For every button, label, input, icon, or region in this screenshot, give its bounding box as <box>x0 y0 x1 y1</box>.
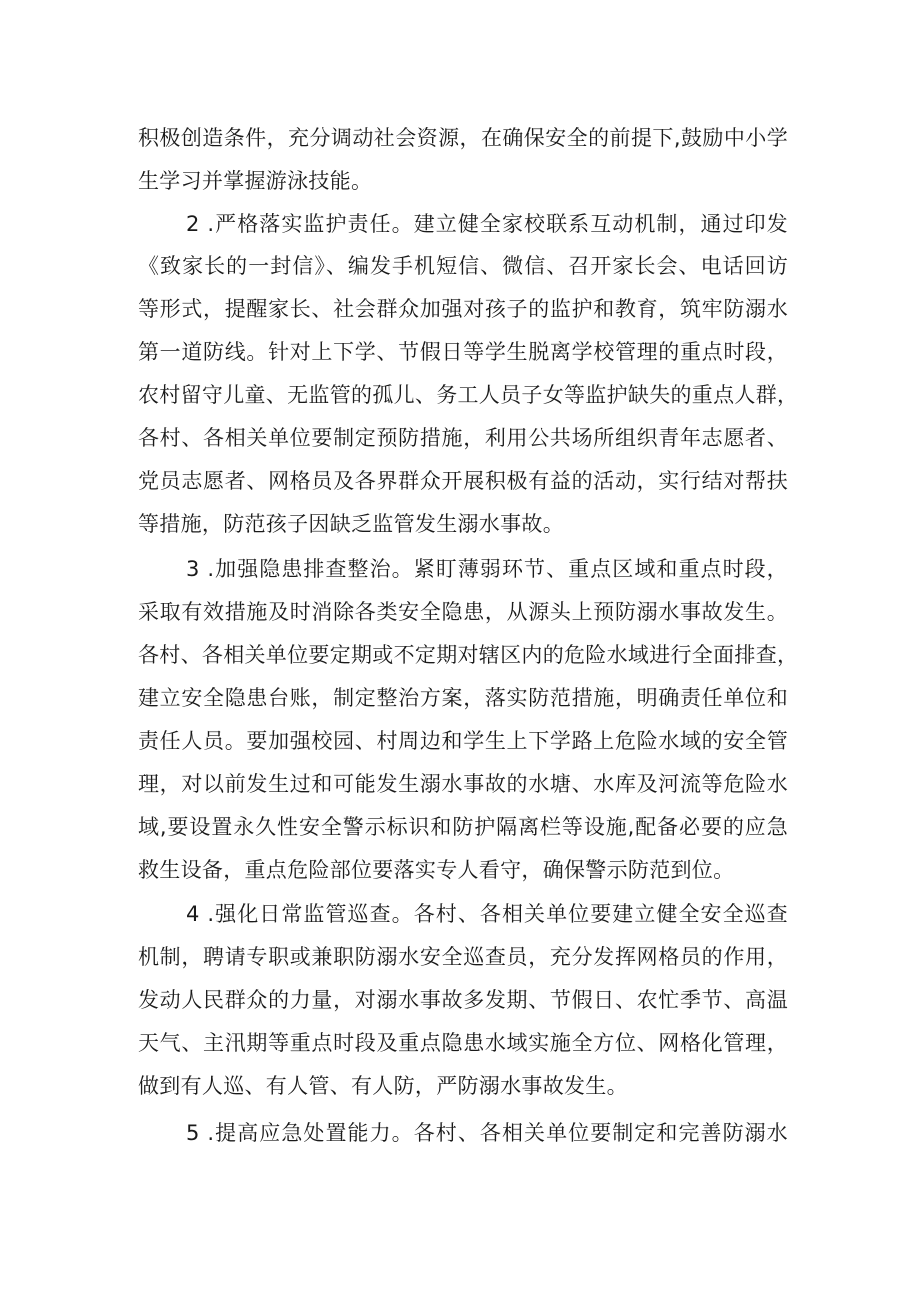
text-line: 《致家长的一封信》、编发手机短信、微信、召开家长会、电话回访 <box>138 254 788 278</box>
text-line: 域,要设置永久性安全警示标识和防护隔离栏等设施,配备必要的应急 <box>138 815 788 839</box>
text-line: 发动人民群众的力量，对溺水事故多发期、节假日、农忙季节、高温 <box>138 988 788 1012</box>
paragraph-heading-3: 3 .加强隐患排查整治。紧盯薄弱环节、重点区域和重点时段， <box>186 557 788 581</box>
text-line: 党员志愿者、网格员及各界群众开展积极有益的活动，实行结对帮扶 <box>138 469 788 493</box>
text-line: 第一道防线。针对上下学、节假日等学生脱离学校管理的重点时段， <box>138 340 788 364</box>
text-line: 责任人员。要加强校园、村周边和学生上下学路上危险水域的安全管 <box>138 729 788 753</box>
text-line: 各村、各相关单位要定期或不定期对辖区内的危险水域进行全面排查， <box>138 643 799 667</box>
paragraph-heading-2: 2 .严格落实监护责任。建立健全家校联系互动机制，通过印发 <box>186 212 788 236</box>
text-line: 建立安全隐患台账，制定整治方案，落实防范措施，明确责任单位和 <box>138 686 788 710</box>
text-line: 等措施，防范孩子因缺乏监管发生溺水事故。 <box>138 512 564 536</box>
text-line: 积极创造条件，充分调动社会资源，在确保安全的前提下,鼓励中小学 <box>138 126 788 150</box>
paragraph-heading-4: 4 .强化日常监管巡查。各村、各相关单位要建立健全安全巡查 <box>186 902 788 926</box>
text-line: 各村、各相关单位要制定预防措施，利用公共场所组织青年志愿者、 <box>138 426 788 450</box>
text-line: 等形式，提醒家长、社会群众加强对孩子的监护和教育，筑牢防溺水 <box>138 297 788 321</box>
text-line: 做到有人巡、有人管、有人防，严防溺水事故发生。 <box>138 1074 628 1098</box>
text-line: 农村留守儿童、无监管的孤儿、务工人员子女等监护缺失的重点人群， <box>138 383 799 407</box>
text-line: 天气、主汛期等重点时段及重点隐患水域实施全方位、网格化管理， <box>138 1031 788 1055</box>
text-line: 生学习并掌握游泳技能。 <box>138 169 373 193</box>
text-line: 救生设备，重点危险部位要落实专人看守，确保警示防范到位。 <box>138 858 735 882</box>
text-line: 采取有效措施及时消除各类安全隐患，从源头上预防溺水事故发生。 <box>138 600 788 624</box>
text-line: 理，对以前发生过和可能发生溺水事故的水塘、水库及河流等危险水 <box>138 772 788 796</box>
text-line: 机制，聘请专职或兼职防溺水安全巡查员，充分发挥网格员的作用， <box>138 945 788 969</box>
paragraph-heading-5: 5 .提高应急处置能力。各村、各相关单位要制定和完善防溺水 <box>186 1121 788 1145</box>
